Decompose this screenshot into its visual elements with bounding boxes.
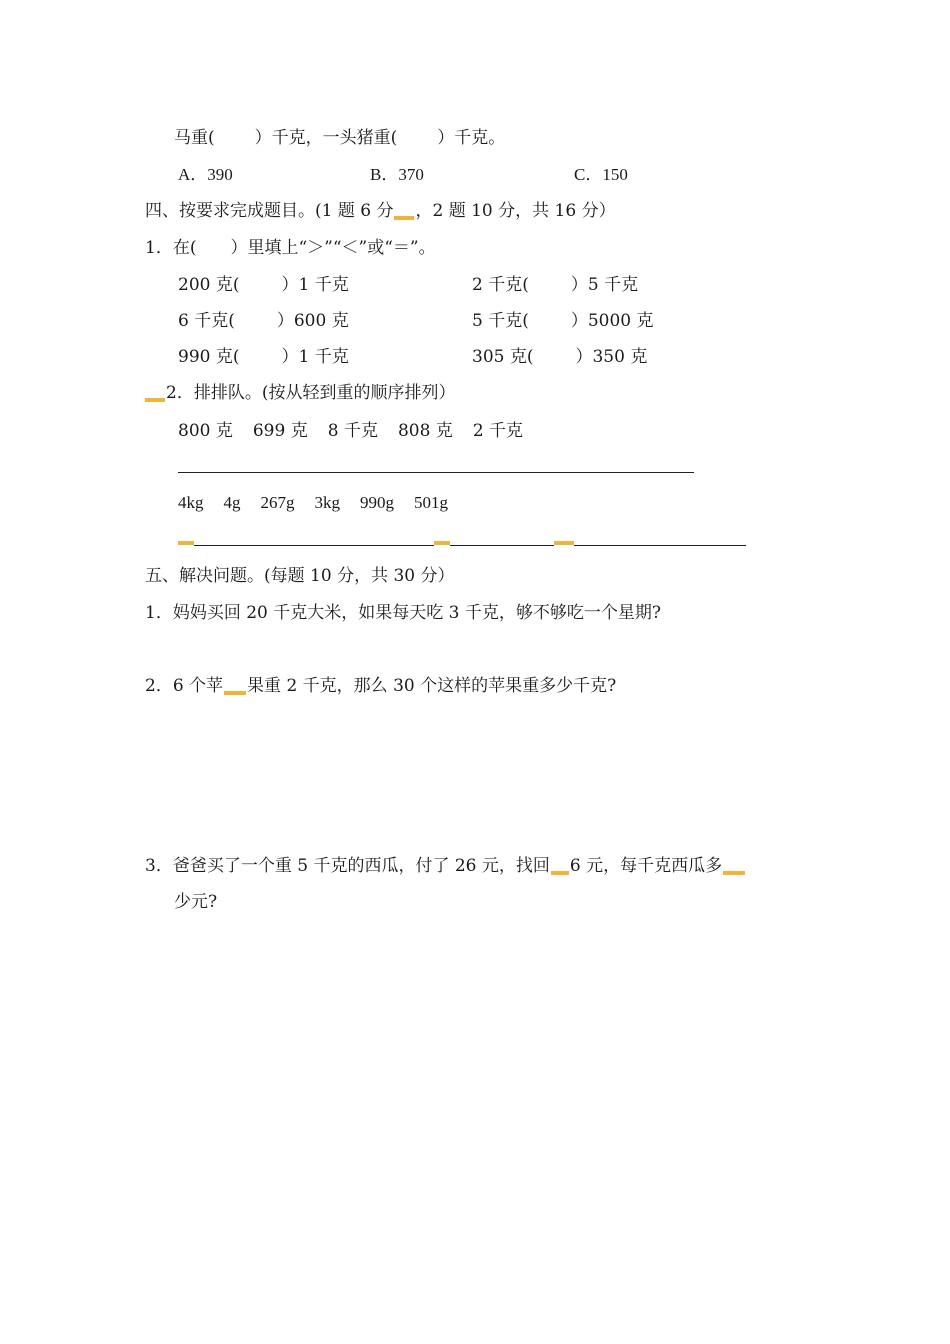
option-c: C．150 <box>574 165 628 184</box>
highlight-mark <box>434 541 450 545</box>
item: 501g <box>414 493 448 512</box>
highlight-mark <box>145 398 165 402</box>
problem-3-cont: 少元? <box>174 892 218 912</box>
q3-text-c: ）千克。 <box>437 128 506 148</box>
item: 8 千克 <box>327 421 378 441</box>
q3-text-b: ）千克，一头猪重( <box>254 128 398 148</box>
item: 800 克 <box>178 421 233 441</box>
order-row-1 <box>178 420 523 442</box>
q3-text-a: 马重( <box>174 128 215 148</box>
item: 990g <box>360 493 394 512</box>
item: 4g <box>223 493 241 512</box>
option-a: A．390 <box>178 165 233 184</box>
problem-2: 2．6 个苹 果重 2 千克，那么 30 个这样的苹果重多少千克? <box>145 676 617 696</box>
q3-tail-line <box>174 127 505 149</box>
highlight-mark <box>551 871 569 875</box>
item: 4kg <box>178 493 204 512</box>
highlight-mark <box>394 216 414 220</box>
option-b: B．370 <box>370 165 424 184</box>
q1-title: 1．在( ）里填上“＞”“＜”或“＝”。 <box>145 238 436 258</box>
answer-line-1[interactable] <box>178 472 694 473</box>
highlight-mark <box>178 541 194 545</box>
item: 3kg <box>314 493 340 512</box>
compare-3-right: 305 克( ）350 克 <box>472 347 648 367</box>
item: 808 克 <box>397 421 453 441</box>
section4-heading: 四、按要求完成题目。(1 题 6 分 ，2 题 10 分，共 16 分） <box>145 201 616 221</box>
highlight-mark <box>723 871 745 875</box>
problem-1: 1．妈妈买回 20 千克大米，如果每天吃 3 千克，够不够吃一个星期? <box>145 603 661 623</box>
order-row-2 <box>178 492 448 514</box>
highlight-mark <box>554 541 574 545</box>
item: 267g <box>260 493 295 512</box>
highlight-mark <box>224 691 246 695</box>
compare-3-left: 990 克( ）1 千克 <box>178 347 349 367</box>
compare-1-right: 2 千克( ）5 千克 <box>472 275 639 295</box>
item: 2 千克 <box>472 421 524 441</box>
item: 699 克 <box>252 421 308 441</box>
q2-title: 2．排排队。(按从轻到重的顺序排列） <box>145 382 455 404</box>
section5-heading: 五、解决问题。(每题 10 分，共 30 分） <box>145 566 455 586</box>
problem-3: 3．爸爸买了一个重 5 千克的西瓜，付了 26 元，找回 6 元，每千克西瓜多 <box>145 855 746 877</box>
compare-2-left: 6 千克( ）600 克 <box>178 311 349 331</box>
compare-1-left: 200 克( ）1 千克 <box>178 275 349 295</box>
compare-2-right: 5 千克( ）5000 克 <box>472 311 654 331</box>
